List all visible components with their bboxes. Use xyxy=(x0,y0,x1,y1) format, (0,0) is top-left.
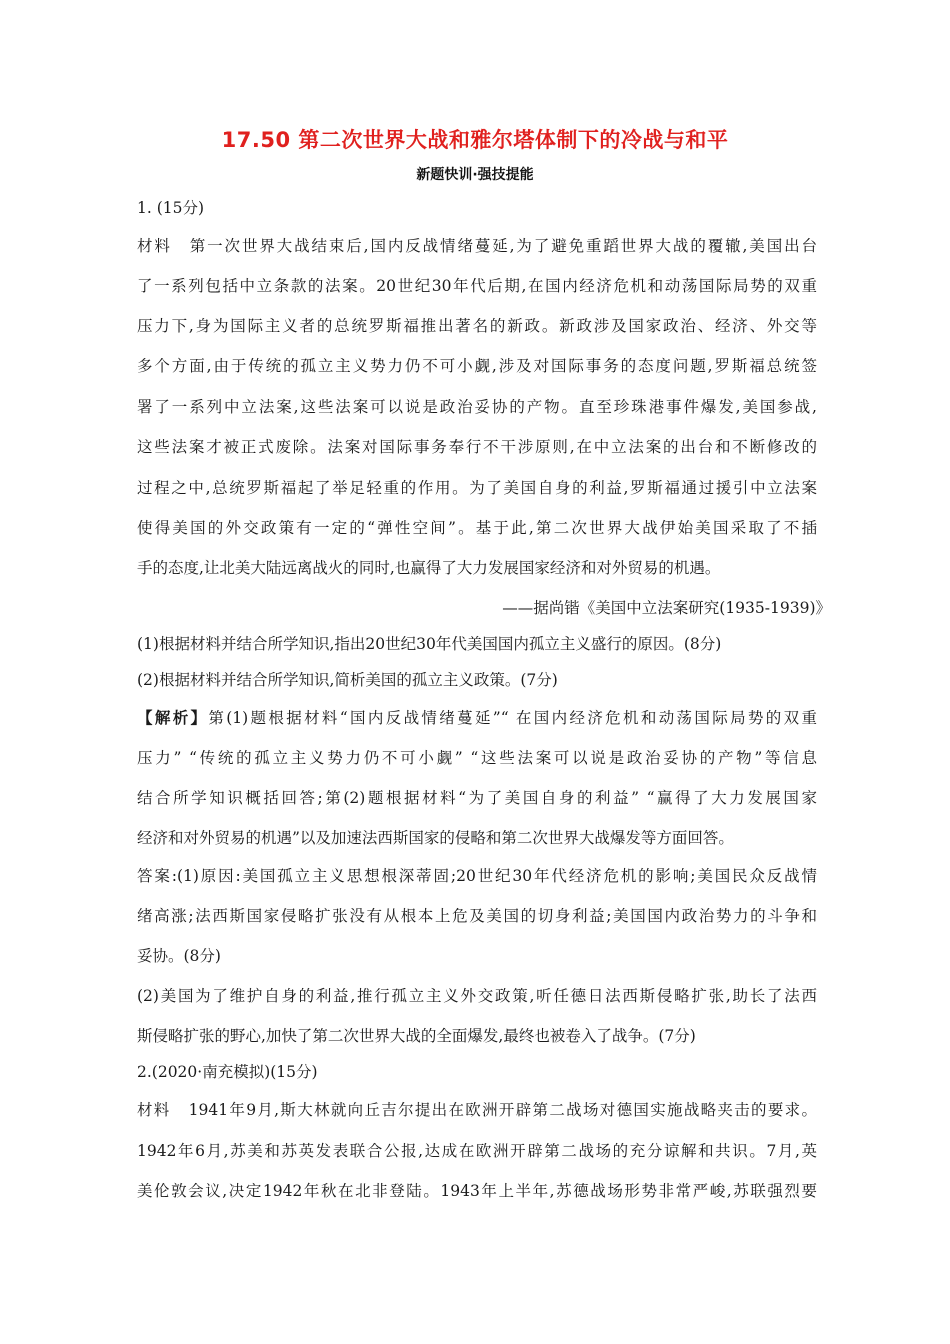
q1-source: ——据尚锴《美国中立法案研究(1935-1939)》 xyxy=(502,599,831,617)
q2-header: 2.(2020·南充模拟)(15分) xyxy=(137,1063,318,1081)
q1-answer-line: (2)美国为了维护自身的利益,推行孤立主义外交政策,听任德日法西斯侵略扩张,助长了法西 xyxy=(137,987,817,1005)
q1-material-line: 使得美国的外交政策有一定的“弹性空间”。基于此,第二次世界大战伊始美国采取了不插 xyxy=(137,519,817,537)
q2-material-line: 1942年6月,苏美和苏英发表联合公报,达成在欧洲开辟第二战场的充分谅解和共识。7月,英 xyxy=(137,1142,817,1160)
q1-material-line: 署了一系列中立法案,这些法案可以说是政治妥协的产物。直至珍珠港事件爆发,美国参战, xyxy=(137,398,817,416)
q1-analysis-text: 第(1)题根据材料“国内反战情绪蔓延”“ 在国内经济危机和动荡国际局势的双重 xyxy=(208,709,817,727)
q1-material-text: 第一次世界大战结束后,国内反战情绪蔓延,为了避免重蹈世界大战的覆辙,美国出台 xyxy=(189,237,817,255)
q2-material-line xyxy=(137,1100,817,1120)
q1-material-line: 这些法案才被正式废除。法案对国际事务奉行不干涉原则,在中立法案的出台和不断修改的 xyxy=(137,438,817,456)
page-subtitle: 新题快训·强技提能 xyxy=(416,167,534,183)
q1-analysis-line: 结合所学知识概括回答;第(2)题根据材料“为了美国自身的利益” “赢得了大力发展国家 xyxy=(137,789,817,807)
q1-header: 1. (15分) xyxy=(137,199,205,217)
q1-analysis-line: 压力” “传统的孤立主义势力仍不可小觑” “这些法案可以说是政治妥协的产物”等信息 xyxy=(137,749,817,767)
q1-material-line: 了一系列包括中立条款的法案。20世纪30年代后期,在国内经济危机和动荡国际局势的双重 xyxy=(137,277,817,295)
q1-material-line: 压力下,身为国际主义者的总统罗斯福推出著名的新政。新政涉及国家政治、经济、外交等 xyxy=(137,317,817,335)
q1-question-1: (1)根据材料并结合所学知识,指出20世纪30年代美国国内孤立主义盛行的原因。(8分) xyxy=(137,635,722,653)
q1-material-label: 材料 xyxy=(137,237,172,255)
q2-material-label: 材料 xyxy=(137,1101,171,1119)
q1-material-line: 过程之中,总统罗斯福起了举足轻重的作用。为了美国自身的利益,罗斯福通过援引中立法案 xyxy=(137,479,817,497)
q1-analysis-line xyxy=(137,708,817,728)
q2-material-line: 美伦敦会议,决定1942年秋在北非登陆。1943年上半年,苏德战场形势非常严峻,苏联强烈要 xyxy=(137,1182,817,1200)
q1-answer-line: 答案:(1)原因:美国孤立主义思想根深蒂固;20世纪30年代经济危机的影响;美国民众反战情 xyxy=(137,867,817,885)
q2-material-text: 1941年9月,斯大林就向丘吉尔提出在欧洲开辟第二战场对德国实施战略夹击的要求。 xyxy=(188,1101,817,1119)
q1-material-line xyxy=(137,236,817,256)
q1-material-line: 手的态度,让北美大陆远离战火的同时,也赢得了大力发展国家经济和对外贸易的机遇。 xyxy=(137,559,721,577)
q1-question-2: (2)根据材料并结合所学知识,简析美国的孤立主义政策。(7分) xyxy=(137,671,558,689)
q1-analysis-line: 经济和对外贸易的机遇”以及加速法西斯国家的侵略和第二次世界大战爆发等方面回答。 xyxy=(137,829,734,847)
q1-answer-line: 绪高涨;法西斯国家侵略扩张没有从根本上危及美国的切身利益;美国国内政治势力的斗争和 xyxy=(137,907,817,925)
q1-answer-line: 妥协。(8分) xyxy=(137,947,221,965)
page-title: 17.50 第二次世界大战和雅尔塔体制下的冷战与和平 xyxy=(221,128,729,152)
q1-material-line: 多个方面,由于传统的孤立主义势力仍不可小觑,涉及对国际事务的态度问题,罗斯福总统签 xyxy=(137,357,817,375)
q1-analysis-label: 【解析】 xyxy=(137,708,209,727)
q1-answer-line: 斯侵略扩张的野心,加快了第二次世界大战的全面爆发,最终也被卷入了战争。(7分) xyxy=(137,1027,696,1045)
